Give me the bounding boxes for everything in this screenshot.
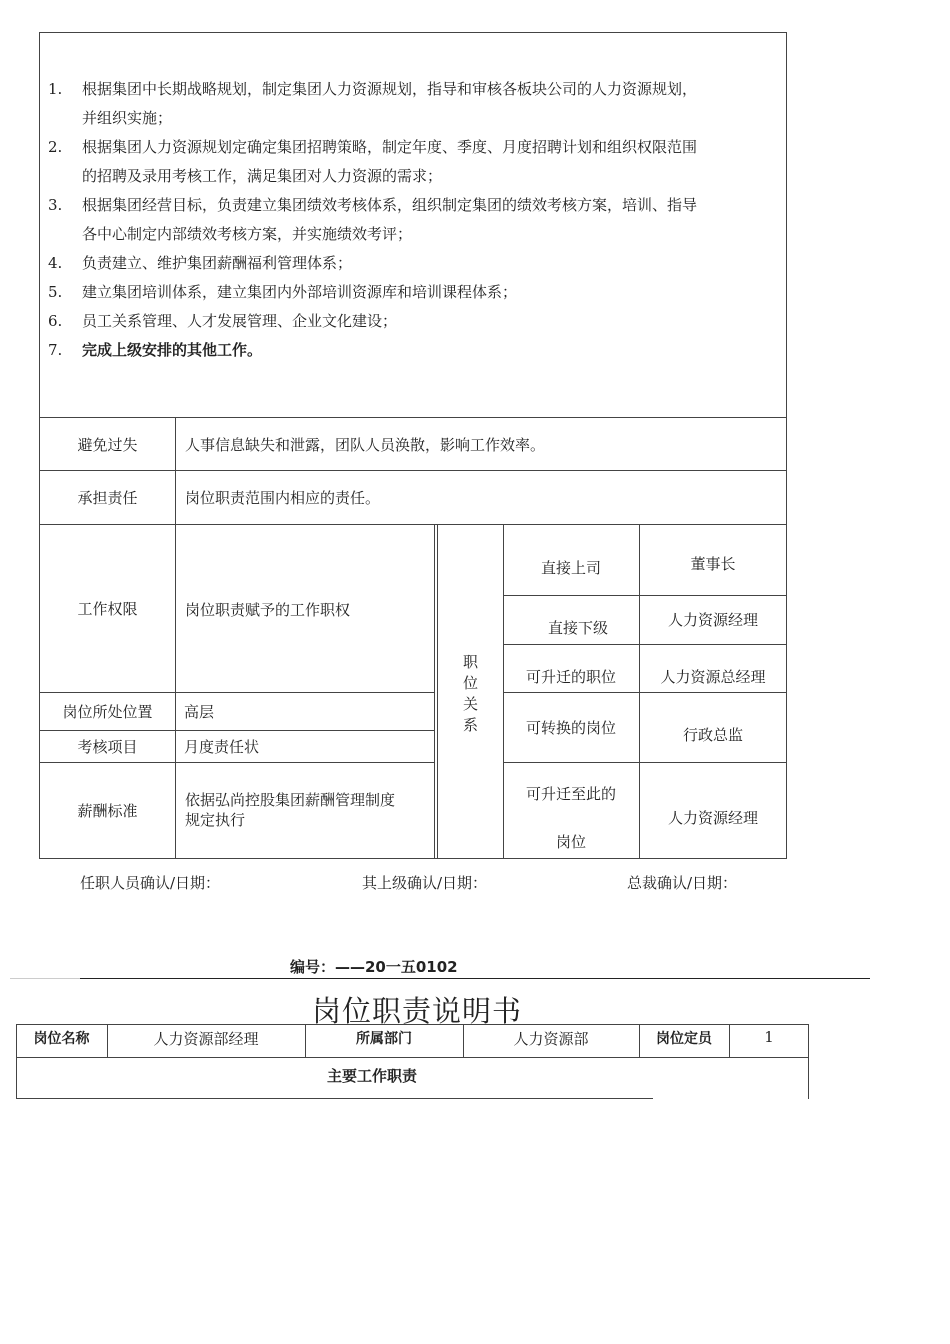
top-rule (80, 978, 870, 979)
name-label: 岗位名称 (33, 1031, 90, 1047)
ceo-signature: 总裁确认/日期： (627, 874, 738, 892)
duty-item-4: 4. 负责建立、维护集团薪酬福利管理体系； (48, 254, 353, 272)
employee-signature: 任职人员确认/日期： (80, 874, 221, 892)
salary-label: 薪酬标准 (77, 802, 138, 820)
duty-item-3: 3. 根据集团经营目标，负责建立集团绩效考核体系，组织制定集团的绩效考核方案，培训、指导 各中心制定内部绩效考核方案，并实施绩效考评； (48, 196, 698, 243)
assess-value: 月度责任状 (184, 738, 260, 756)
position-value: 高层 (184, 703, 215, 721)
rotate-value: 行政总监 (682, 725, 743, 744)
subordinate-label: 直接下级 (547, 619, 608, 637)
relation-title: 职 位 关 系 (462, 653, 478, 734)
assess-label: 考核项目 (77, 738, 138, 756)
count-label: 岗位定员 (656, 1031, 712, 1047)
subordinate-value: 人力资源经理 (667, 611, 758, 629)
resp-value: 岗位职责范围内相应的责任。 (175, 470, 787, 525)
doc-title: 岗位职责说明书 (312, 994, 523, 1028)
superior-value: 董事长 (690, 555, 736, 573)
superior-signature: 其上级确认/日期： (362, 874, 488, 892)
duty-item-2: 2. 根据集团人力资源规划定确定集团招聘策略，制定年度、季度、月度招聘计划和组织权限范围 的招聘及录用考核工作，满足集团对人力资源的需求； (48, 138, 698, 185)
count-value: 1 (764, 1028, 774, 1046)
promote-label: 可升迁的职位 (525, 668, 616, 686)
from-label: 可升迁至此的 岗位 (525, 785, 616, 851)
dept-label: 所属部门 (356, 1031, 412, 1047)
duty-item-5: 5. 建立集团培训体系，建立集团内外部培训资源库和培训课程体系； (48, 283, 518, 301)
superior-label: 直接上司 (540, 559, 601, 577)
doc-number: 编号：——20一五0102 (290, 958, 458, 976)
from-value: 人力资源经理 (667, 809, 758, 827)
duty-item-1: 1. 根据集团中长期战略规划，制定集团人力资源规划，指导和审核各板块公司的人力资源规划， 并组织实施； (48, 80, 698, 127)
duty-item-6: 6. 员工关系管理、人才发展管理、企业文化建设； (48, 312, 398, 330)
duty-item-7: 7. 完成上级安排的其他工作。 (48, 341, 263, 359)
avoid-label: 避免过失 (39, 417, 176, 471)
resp-label: 承担责任 (39, 470, 176, 525)
name-value: 人力资源部经理 (153, 1029, 259, 1048)
rotate-label: 可转换的岗位 (525, 718, 616, 737)
main-duties-heading: 主要工作职责 (326, 1066, 417, 1085)
authority-value: 岗位职责赋予的工作职权 (185, 601, 351, 619)
promote-value: 人力资源总经理 (660, 668, 766, 686)
position-label: 岗位所处位置 (62, 703, 153, 721)
salary-value: 依据弘尚控股集团薪酬管理制度 规定执行 (185, 791, 396, 829)
avoid-value: 人事信息缺失和泄露，团队人员涣散，影响工作效率。 (175, 417, 787, 471)
top-rule-faint (10, 978, 80, 979)
authority-label: 工作权限 (77, 600, 138, 618)
dept-value: 人力资源部 (513, 1029, 589, 1048)
